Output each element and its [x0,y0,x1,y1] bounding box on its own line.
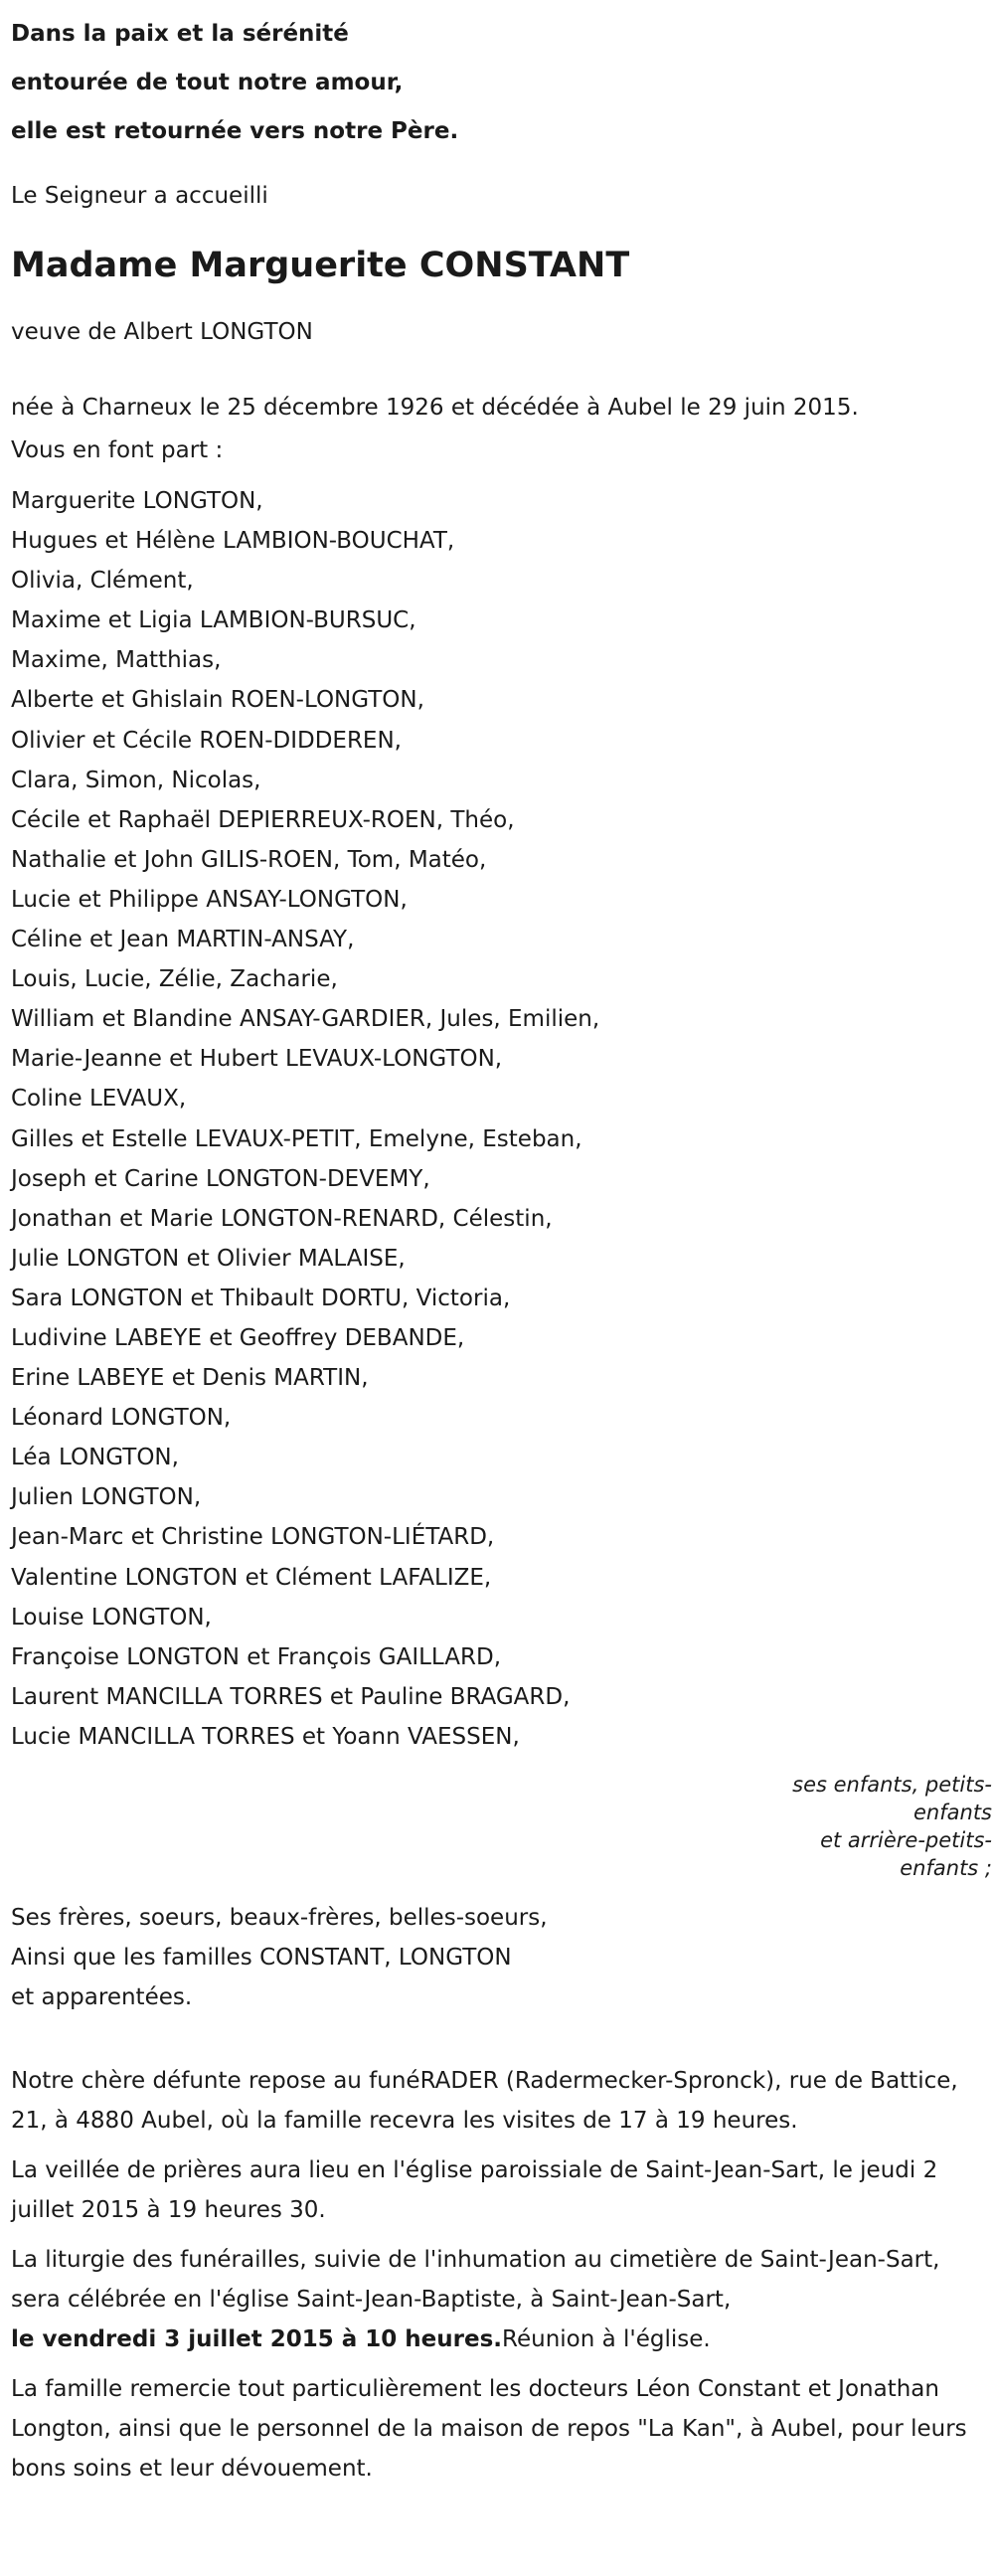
family-member-line: Coline LEVAUX, [11,1086,187,1113]
liturgy-text: La liturgie des funérailles, suivie de l'inhumation au cimetière de Saint-Jean-Sart, sera célébrée en l'église Saint-Jean-Baptiste, à Saint-Jean-Sart, [11,2247,940,2313]
relation-line: enfants ; [900,1856,992,1880]
family-member-line: Marguerite LONGTON, [11,488,263,514]
family-member-line: Céline et Jean MARTIN-ANSAY, [11,927,355,953]
intro-line: Dans la paix et la sérénité [11,21,349,47]
family-member-line: Nathalie et John GILIS-ROEN, Tom, Matéo, [11,846,487,873]
family-member-line: Cécile et Raphaël DEPIERREUX-ROEN, Théo, [11,806,515,833]
family-member-line: Valentine LONGTON et Clément LAFALIZE, [11,1564,492,1591]
obituary-page [11,0,990,2489]
liturgy-paragraph [11,2240,983,2359]
family-member-line: Louise LONGTON, [11,1604,212,1631]
intro-verse [11,10,990,156]
family-member-line: Olivier et Cécile ROEN-DIDDEREN, [11,727,402,754]
family-list [11,481,990,1757]
deceased-name: Madame Marguerite CONSTANT [11,246,630,285]
family-member-line: Françoise LONGTON et François GAILLARD, [11,1643,502,1670]
family-member-line: Laurent MANCILLA TORRES et Pauline BRAGARD, [11,1683,571,1710]
family-member-line: Léa LONGTON, [11,1445,179,1471]
family-member-line: Erine LABEYE et Denis MARTIN, [11,1365,369,1392]
family-member-line: Hugues et Hélène LAMBION-BOUCHAT, [11,528,455,555]
relation-caption [11,1771,992,1882]
family-member-line: Alberte et Ghislain ROEN-LONGTON, [11,687,424,714]
family-member-line: Maxime et Ligia LAMBION-BURSUC, [11,607,416,634]
family-member-line: Jonathan et Marie LONGTON-RENARD, Célestin, [11,1205,553,1232]
announce-text: Vous en font part : [11,437,224,463]
thanks-paragraph: La famille remercie tout particulièrement les docteurs Léon Constant et Jonathan Longton, ainsi que le personnel de la maison de repos "La Kan", à Aubel, pour leurs bons soins et leur dévouement. [11,2376,967,2482]
relation-line: ses enfants, petits- [792,1773,992,1797]
family-member-line: Louis, Lucie, Zélie, Zacharie, [11,966,338,993]
vigil-paragraph: La veillée de prières aura lieu en l'église paroissiale de Saint-Jean-Sart, le jeudi 2 juillet 2015 à 19 heures 30. [11,2157,938,2223]
funeral-date: le vendredi 3 juillet 2015 à 10 heures. [11,2326,503,2352]
family-member-line: Maxime, Matthias, [11,647,222,674]
family-member-line: Jean-Marc et Christine LONGTON-LIÉTARD, [11,1524,495,1551]
intro-line: elle est retournée vers notre Père. [11,118,459,144]
family-member-line: William et Blandine ANSAY-GARDIER, Jules, Emilien, [11,1006,600,1033]
relatives-line: et apparentées. [11,1984,193,2010]
family-member-line: Marie-Jeanne et Hubert LEVAUX-LONGTON, [11,1046,503,1073]
rest-paragraph: Notre chère défunte repose au funéRADER (Radermecker-Spronck), rue de Battice, 21, à 4880 Aubel, où la famille recevra les visites de 17 à 19 heures. [11,2068,958,2134]
family-member-line: Ludivine LABEYE et Geoffrey DEBANDE, [11,1324,465,1351]
family-member-line: Sara LONGTON et Thibault DORTU, Victoria, [11,1285,511,1311]
relatives-line: Ainsi que les familles CONSTANT, LONGTON [11,1945,512,1971]
meeting-text: Réunion à l'église. [502,2326,711,2352]
family-member-line: Joseph et Carine LONGTON-DEVEMY, [11,1165,430,1192]
family-member-line: Clara, Simon, Nicolas, [11,767,261,793]
family-member-line: Olivia, Clément, [11,568,194,595]
welcome-text: Le Seigneur a accueilli [11,183,268,209]
relatives-list [11,1898,990,2017]
family-member-line: Gilles et Estelle LEVAUX-PETIT, Emelyne, Esteban, [11,1125,582,1152]
family-member-line: Léonard LONGTON, [11,1405,232,1432]
family-member-line: Lucie MANCILLA TORRES et Yoann VAESSEN, [11,1723,520,1750]
relation-line: et arrière-petits- [820,1828,992,1852]
intro-line: entourée de tout notre amour, [11,70,404,95]
birth-death-info: née à Charneux le 25 décembre 1926 et décédée à Aubel le 29 juin 2015. [11,395,859,421]
family-member-line: Julien LONGTON, [11,1484,202,1511]
relation-line: enfants [913,1801,992,1824]
widow-of: veuve de Albert LONGTON [11,319,313,345]
family-member-line: Lucie et Philippe ANSAY-LONGTON, [11,886,408,913]
relatives-line: Ses frères, soeurs, beaux-frères, belles-soeurs, [11,1905,548,1931]
family-member-line: Julie LONGTON et Olivier MALAISE, [11,1245,406,1272]
